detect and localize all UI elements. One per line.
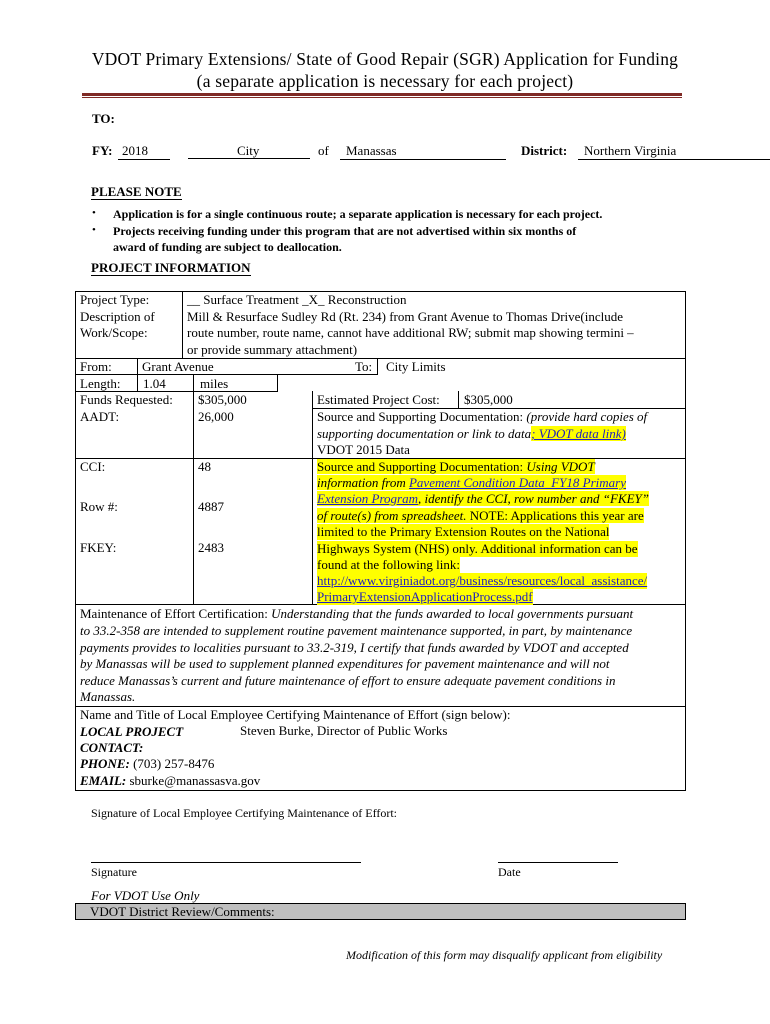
application-process-link-1[interactable]: http://www.virginiadot.org/business/resources/local_assistance/ <box>317 573 648 588</box>
city-label: City <box>237 143 260 158</box>
signature-line[interactable] <box>91 862 361 863</box>
to-label: TO: <box>92 111 115 126</box>
moe-line-2: to 33.2-358 are intended to supplement routine pavement maintenance supported, in part, by maintenance <box>80 623 633 638</box>
fy-field[interactable]: 2018 <box>118 143 170 160</box>
vdot-data-link[interactable]: ; VDOT data link) <box>531 426 626 441</box>
email-row: EMAIL: sburke@manassasva.gov <box>80 773 261 788</box>
aadt-value[interactable]: 26,000 <box>198 409 234 424</box>
from-value[interactable]: Grant Avenue <box>142 359 214 374</box>
district-label: District: <box>521 143 568 158</box>
description-label-2: Work/Scope: <box>80 325 148 340</box>
length-value[interactable]: 1.04 <box>143 376 166 391</box>
source-doc-2-line1: Source and Supporting Documentation: Using VDOT <box>317 459 595 474</box>
moe-line-4: by Manassas will be used to supplement planned expenditures for pavement maintenance and will not <box>80 656 610 671</box>
aadt-label: AADT: <box>80 409 120 424</box>
form-title-line1: VDOT Primary Extensions/ State of Good Repair (SGR) Application for Funding <box>91 49 679 69</box>
note-bullet-1: Application is for a single continuous route; a separate application is necessary for each project. <box>113 207 603 221</box>
source-doc-2-line7: found at the following link: <box>317 557 460 572</box>
table-border-bottom <box>75 790 686 791</box>
signature-label: Signature <box>91 865 137 879</box>
cell-divider <box>377 358 378 375</box>
cci-value[interactable]: 48 <box>198 459 211 474</box>
signature-cert-label: Signature of Local Employee Certifying Maintenance of Effort: <box>91 806 398 820</box>
local-contact-value[interactable]: Steven Burke, Director of Public Works <box>240 723 448 738</box>
estimated-cost-value[interactable]: $305,000 <box>464 392 513 407</box>
pavement-condition-link[interactable]: Pavement Condition Data_FY18 Primary <box>408 475 626 490</box>
to-route-value[interactable]: City Limits <box>386 359 446 374</box>
please-note-heading: PLEASE NOTE <box>91 184 182 199</box>
funds-requested-value[interactable]: $305,000 <box>198 392 247 407</box>
email-value[interactable]: sburke@manassasva.gov <box>129 773 261 788</box>
cell-divider <box>277 374 278 392</box>
table-border-left <box>75 291 76 791</box>
source-doc-1-line1: Source and Supporting Documentation: (provide hard copies of <box>317 409 648 424</box>
phone-value[interactable]: (703) 257-8476 <box>133 756 215 771</box>
note-bullet-2-line1: Projects receiving funding under this program that are not advertised within six months of <box>113 224 577 238</box>
source-doc-2-line2: information from Pavement Condition Data_FY18 Primary <box>317 475 626 490</box>
vdot-use-only-label: For VDOT Use Only <box>91 888 200 903</box>
application-process-link-2[interactable]: PrimaryExtensionApplicationProcess.pdf <box>317 589 533 604</box>
moe-line-1: Maintenance of Effort Certification: Understanding that the funds awarded to local governments pursuant <box>80 606 634 621</box>
table-border-right <box>685 291 686 791</box>
project-info-heading: PROJECT INFORMATION <box>91 260 251 275</box>
source-doc-2-line3: Extension Program, identify the CCI, row number and “FKEY” <box>317 491 649 506</box>
district-field[interactable]: Northern Virginia <box>578 143 770 160</box>
form-title-line2: (a separate application is necessary for each project) <box>196 71 574 91</box>
cell-divider <box>458 391 459 408</box>
footer-note: Modification of this form may disqualify applicant from eligibility <box>346 948 663 962</box>
source-doc-2-line5: limited to the Primary Extension Routes on the National <box>317 524 610 539</box>
project-type-value[interactable]: __ Surface Treatment _X_ Reconstruction <box>187 292 407 307</box>
funds-requested-label: Funds Requested: <box>80 392 173 407</box>
title-rule-thick <box>82 93 682 96</box>
fkey-label: FKEY: <box>80 540 117 555</box>
moe-line-6: Manassas. <box>80 689 136 704</box>
to-route-label: To: <box>355 359 373 374</box>
certifier-name-title-label: Name and Title of Local Employee Certifying Maintenance of Effort (sign below): <box>80 707 511 722</box>
bullet-icon: • <box>92 207 96 219</box>
description-line-1[interactable]: Mill & Resurface Sudley Rd (Rt. 234) from Grant Avenue to Thomas Drive(include <box>187 309 624 324</box>
local-contact-label-2: CONTACT: <box>80 740 144 755</box>
project-type-label: Project Type: <box>80 292 150 307</box>
date-label: Date <box>498 865 521 879</box>
source-doc-1-line2: supporting documentation or link to data; VDOT data link) <box>317 426 626 441</box>
extension-program-link[interactable]: Extension Program <box>317 491 418 506</box>
from-label: From: <box>80 359 112 374</box>
cell-divider <box>182 291 183 358</box>
bullet-icon: • <box>92 224 96 236</box>
description-line-3: or provide summary attachment) <box>187 342 358 357</box>
cell-divider <box>312 391 313 604</box>
note-bullet-2-line2: award of funding are subject to deallocation. <box>113 240 342 254</box>
cci-label: CCI: <box>80 459 106 474</box>
fy-label: FY: <box>92 143 113 158</box>
length-unit: miles <box>200 376 229 391</box>
date-line[interactable] <box>498 862 618 863</box>
moe-line-5: reduce Manassas’s current and future maintenance of effort to ensure adequate pavement conditions in <box>80 673 616 688</box>
fkey-value[interactable]: 2483 <box>198 540 224 555</box>
row-number-value[interactable]: 4887 <box>198 499 224 514</box>
estimated-cost-label: Estimated Project Cost: <box>317 392 440 407</box>
cell-divider <box>193 374 194 604</box>
of-label: of <box>318 143 329 158</box>
moe-line-3: payments provides to localities pursuant to 33.2-319, I certify that funds awarded by VDOT and accepted <box>80 640 629 655</box>
row-number-label: Row #: <box>80 499 118 514</box>
source-doc-2-line6: Highways System (NHS) only. Additional information can be <box>317 541 638 556</box>
row-divider <box>75 374 377 375</box>
description-line-2: route number, route name, cannot have additional RW; submit map showing termini – <box>187 325 634 340</box>
local-contact-label-1: LOCAL PROJECT <box>80 724 184 739</box>
source-doc-1-line3: VDOT 2015 Data <box>317 442 410 457</box>
title-rule-thin <box>82 97 682 98</box>
phone-row: PHONE: (703) 257-8476 <box>80 756 215 771</box>
city-name-field[interactable]: Manassas <box>340 143 506 160</box>
length-label: Length: <box>80 376 121 391</box>
description-label-1: Description of <box>80 309 155 324</box>
vdot-review-comments-bar: VDOT District Review/Comments: <box>75 903 686 920</box>
source-doc-2-line4: of route(s) from spreadsheet. NOTE: Applications this year are <box>317 508 644 523</box>
